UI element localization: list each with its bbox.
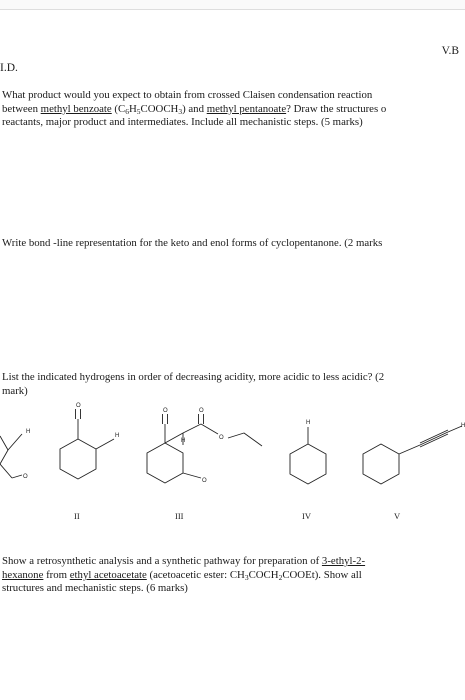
atom-h: H [181,438,186,444]
structure-ii [60,409,114,479]
link-3-ethyl-2-hexanone[interactable]: 3-ethyl-2- [321,555,366,567]
structure-label: V [394,511,401,521]
structure-i [0,434,22,478]
formula-text: COOCH [140,102,179,115]
text: ? Draw the structures o [286,102,387,115]
structure-v [363,426,462,484]
text: from [43,568,70,581]
question-line [2,555,464,569]
formula-text: (acetoacetic ester: CH [146,568,245,581]
structure-iii [147,414,262,483]
structure-iv [290,427,326,484]
question-claisen [2,89,464,130]
atom-o: O [23,474,28,480]
atom-o: O [76,403,81,409]
subscript: 3 [244,572,249,582]
question-line: List the indicated hydrogens in order of decreasing acidity, more acidic to less acidic? (2 [2,371,385,383]
question-acidity [2,371,464,398]
top-bar [0,0,465,10]
atom-o: O [202,478,207,484]
question-line: reactants, major product and intermediates. Include all mechanistic steps. (5 marks) [2,116,363,129]
header-left-label: I.D. [0,62,18,74]
formula-text: H [128,102,137,115]
question-line: mark) [2,384,28,397]
atom-h: H [115,433,120,439]
link-methyl-benzoate[interactable]: methyl benzoate [40,102,112,115]
subscript: 6 [125,106,129,116]
question-line: structures and mechanistic steps. (6 marks) [2,582,188,595]
atom-h: H [306,420,311,426]
link-ethyl-acetoacetate[interactable]: ethyl acetoacetate [69,568,147,581]
text: Show a retrosynthetic analysis and a synthetic pathway for preparation of [2,555,322,567]
question-keto-enol [2,237,464,251]
formula-text: COOEt). Show all [282,568,362,581]
subscript: 3 [178,106,183,116]
atom-o: O [219,435,224,441]
question-line [2,569,464,583]
structures-figure [0,398,465,523]
link-hexanone[interactable]: hexanone [2,568,44,581]
structure-label: III [175,511,184,521]
subscript: 5 [136,106,141,116]
text: between [2,102,41,115]
structure-label: II [74,511,80,521]
atom-h: H [461,423,465,429]
question-line [2,103,464,117]
atom-o: O [163,408,168,414]
header-right-label: V.B [441,45,459,57]
subscript: 2 [278,572,283,582]
question-retrosynthesis [2,555,464,596]
atom-o: O [199,408,204,414]
atom-h: H [26,429,31,435]
structure-label: IV [302,511,311,521]
question-line: Write bond -line representation for the keto and enol forms of cyclopentanone. (2 marks [2,237,383,249]
question-line: What product would you expect to obtain from crossed Claisen condensation reaction [2,89,373,101]
formula-text: COCH [248,568,279,581]
formula-text: ) and [182,102,207,115]
formula-text: (C [111,102,126,115]
link-methyl-pentanoate[interactable]: methyl pentanoate [206,102,287,115]
